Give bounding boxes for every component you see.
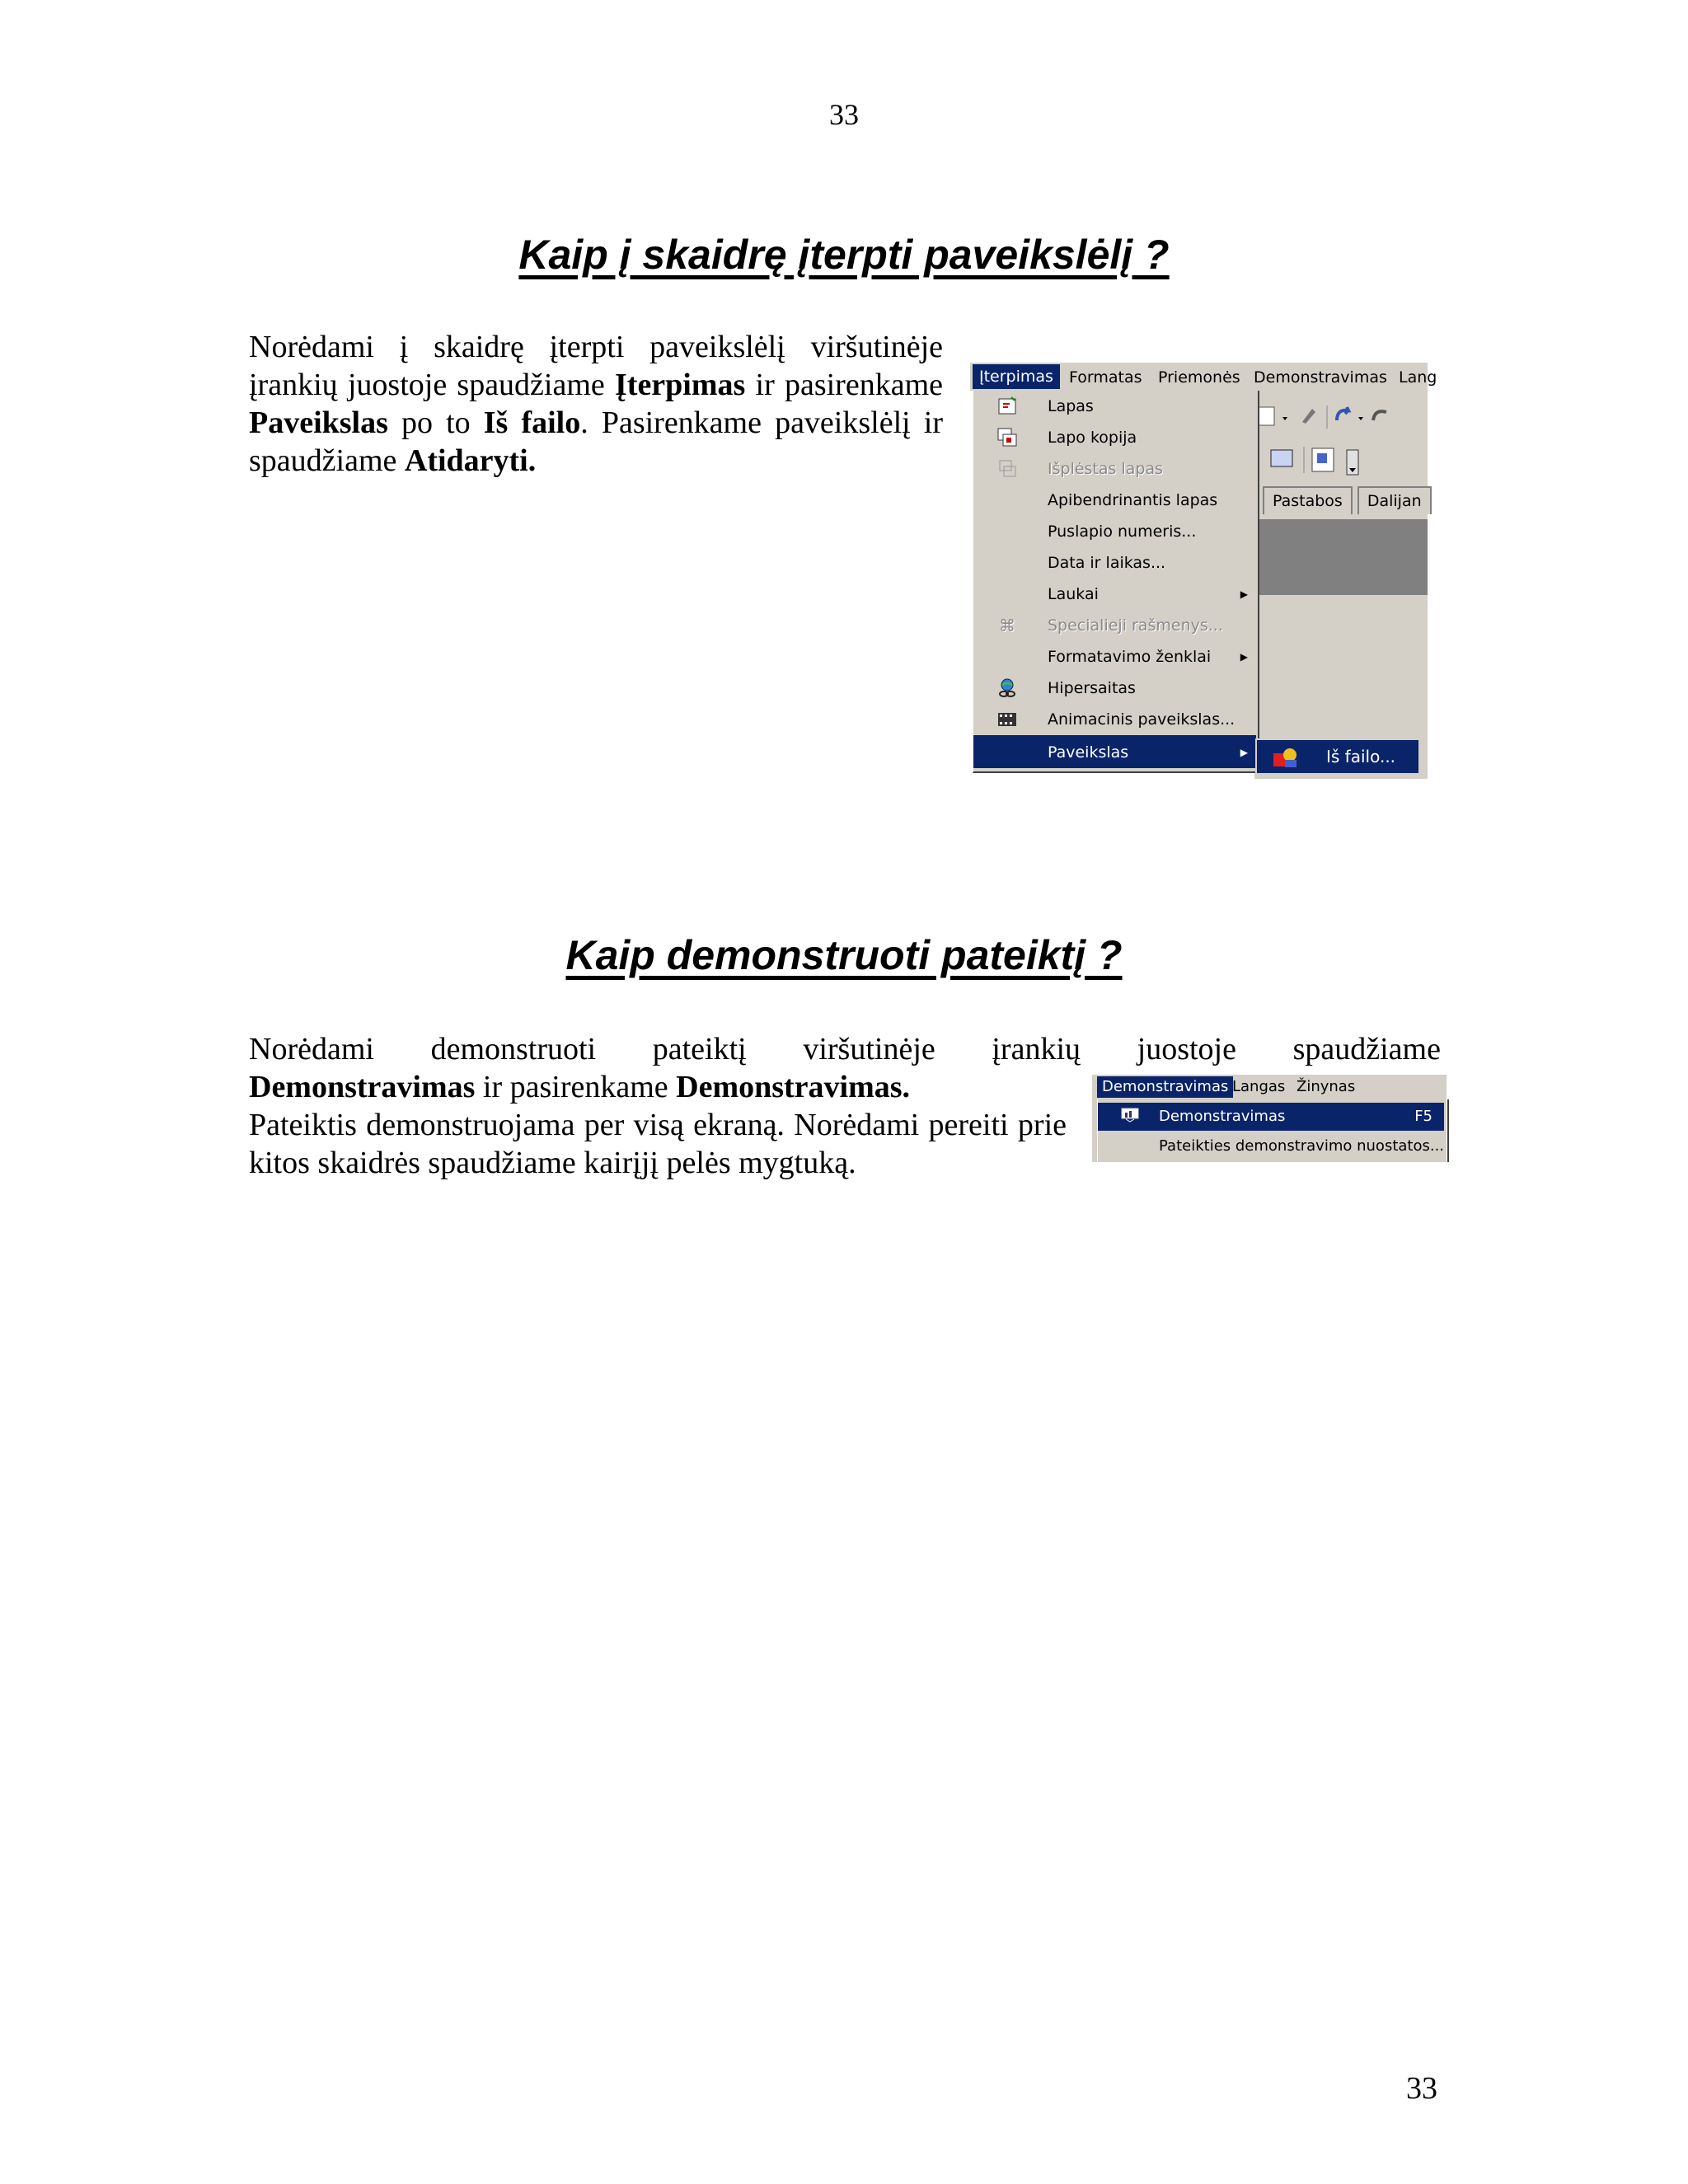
menu-langas[interactable]: Langas <box>1232 1078 1286 1095</box>
bold-run-iterpimas: Įterpimas <box>615 368 746 402</box>
insert-dropdown-menu <box>973 391 1259 773</box>
menu-item-isplestas-lapas <box>973 453 1256 485</box>
workspace-area <box>1254 519 1428 595</box>
menu-item-label: Hipersaitas <box>1048 679 1136 697</box>
word: įrankių <box>992 1032 1081 1066</box>
menu-iterpimas[interactable]: Įterpimas <box>973 364 1060 389</box>
submenu-is-failo[interactable] <box>1255 738 1420 775</box>
insert-menu-screenshot <box>970 363 1437 779</box>
menu-langas[interactable]: Lang <box>1399 368 1437 387</box>
tab-pastabos[interactable]: Pastabos <box>1263 486 1353 514</box>
word: demonstruoti <box>430 1032 597 1066</box>
tab-dalijant[interactable]: Dalijan <box>1357 486 1432 514</box>
menu-item-apibendrinantis-lapas[interactable] <box>973 485 1256 516</box>
menu-item-label: Data ir laikas... <box>1048 554 1166 572</box>
word: viršutinėje <box>803 1032 935 1066</box>
section2-paragraph <box>249 1068 1067 1182</box>
menu-item-lapas[interactable] <box>973 391 1256 422</box>
command-icon: ⌘ <box>999 616 1015 635</box>
menu-item-label: Paveikslas <box>1048 743 1129 762</box>
word: juostoje <box>1137 1032 1236 1066</box>
menu-formatas[interactable]: Formatas <box>1069 368 1142 387</box>
bold-run-is-failo: Iš failo <box>483 405 581 440</box>
section1-heading: Kaip į skaidrę įterpti paveikslėlį ? <box>518 232 1170 278</box>
section1-paragraph <box>249 328 943 480</box>
submenu-arrow-icon: ▶ <box>1240 747 1248 758</box>
text-run: ir pasirenkame <box>745 368 943 402</box>
word: spaudžiame <box>1292 1032 1441 1066</box>
menu-item-formatavimo-zenklai[interactable] <box>973 641 1256 673</box>
text-run: po to <box>387 405 484 440</box>
menu-item-specialieji-rasmenys <box>973 610 1256 641</box>
menu-item-label: Išplėstas lapas <box>1048 460 1163 478</box>
section2-first-line <box>249 1030 1441 1068</box>
text-run: Norėdami į skaidrę įterpti paveikslėlį viršutinėje įrankių juostoje spaudžiame <box>249 330 943 402</box>
bold-run-demonstravimas: Demonstravimas <box>249 1070 476 1104</box>
word: pateiktį <box>652 1032 747 1066</box>
menu-priemones[interactable]: Priemonės <box>1158 368 1240 387</box>
bold-run-demonstravimas-2: Demonstravimas. <box>676 1070 911 1104</box>
hyperlink-icon <box>996 677 1018 699</box>
menu-item-lapo-kopija[interactable] <box>973 422 1256 453</box>
menu-item-label: Apibendrinantis lapas <box>1048 491 1218 509</box>
menu-item-puslapio-numeris[interactable] <box>973 516 1256 547</box>
menu-item-animacinis-paveikslas[interactable] <box>973 704 1256 735</box>
toolbar-row-2 <box>1254 440 1428 480</box>
menu-demonstravimas[interactable]: Demonstravimas <box>1254 368 1387 387</box>
submenu-label: Iš failo... <box>1326 747 1396 766</box>
film-icon <box>996 709 1018 730</box>
menu-item-hipersaitas[interactable] <box>973 673 1256 704</box>
bold-run-paveikslas: Paveikslas <box>249 405 388 440</box>
menu-item-label: Lapas <box>1048 397 1094 415</box>
menu-item-label: Pateikties demonstravimo nuostatos... <box>1159 1137 1445 1155</box>
menu-item-label: Lapo kopija <box>1048 429 1137 447</box>
view-tabs <box>1263 486 1432 516</box>
menu-zinynas[interactable]: Žinynas <box>1296 1078 1356 1095</box>
toolbar-row-1 <box>1254 397 1428 437</box>
menu-item-label: Formatavimo ženklai <box>1048 648 1212 666</box>
menu-item-label: Animacinis paveikslas... <box>1048 710 1236 729</box>
page-number-bottom: 33 <box>1406 2071 1437 2106</box>
menu-item-data-ir-laikas[interactable] <box>973 547 1256 579</box>
bold-run-atidaryti: Atidaryti. <box>404 443 537 478</box>
new-slide-icon <box>996 396 1018 417</box>
menu-item-label: Specialieji rašmenys... <box>1048 616 1223 635</box>
text-run: . Pasirenkame paveikslėlį ir spaudžiame <box>249 405 943 478</box>
shortcut-label: F5 <box>1414 1108 1432 1125</box>
menu-bar <box>1092 1075 1447 1099</box>
text-run: ir pasirenkame <box>475 1070 677 1104</box>
menu-demonstravimas[interactable]: Demonstravimas <box>1097 1076 1233 1098</box>
text-run: Pateiktis demonstruojama per visą ekraną. Norėdami pereiti prie kitos skaidrės spaudžiame kairįjį pelės mygtuką. <box>249 1108 1067 1180</box>
menu-item-pateikties-nuostatos[interactable] <box>1098 1132 1444 1160</box>
menu-bar <box>970 363 1437 391</box>
slideshow-menu-screenshot <box>1092 1075 1447 1162</box>
expand-slide-icon <box>996 458 1018 480</box>
submenu-arrow-icon: ▶ <box>1240 651 1248 663</box>
menu-item-label: Demonstravimas <box>1159 1108 1286 1125</box>
menu-item-label: Puslapio numeris... <box>1048 523 1197 541</box>
menu-item-demonstravimas[interactable] <box>1098 1103 1444 1131</box>
page-number-top: 33 <box>829 98 859 131</box>
duplicate-slide-icon <box>996 427 1018 448</box>
picture-from-file-icon <box>1273 747 1298 768</box>
menu-item-paveikslas[interactable] <box>973 735 1256 768</box>
slideshow-icon <box>1121 1108 1139 1122</box>
menu-item-laukai[interactable] <box>973 579 1256 610</box>
menu-item-label: Laukai <box>1048 585 1099 603</box>
slideshow-dropdown-menu <box>1097 1099 1449 1162</box>
submenu-arrow-icon: ▶ <box>1240 588 1248 600</box>
section2-heading: Kaip demonstruoti pateiktį ? <box>565 932 1123 978</box>
word: Norėdami <box>249 1032 374 1066</box>
